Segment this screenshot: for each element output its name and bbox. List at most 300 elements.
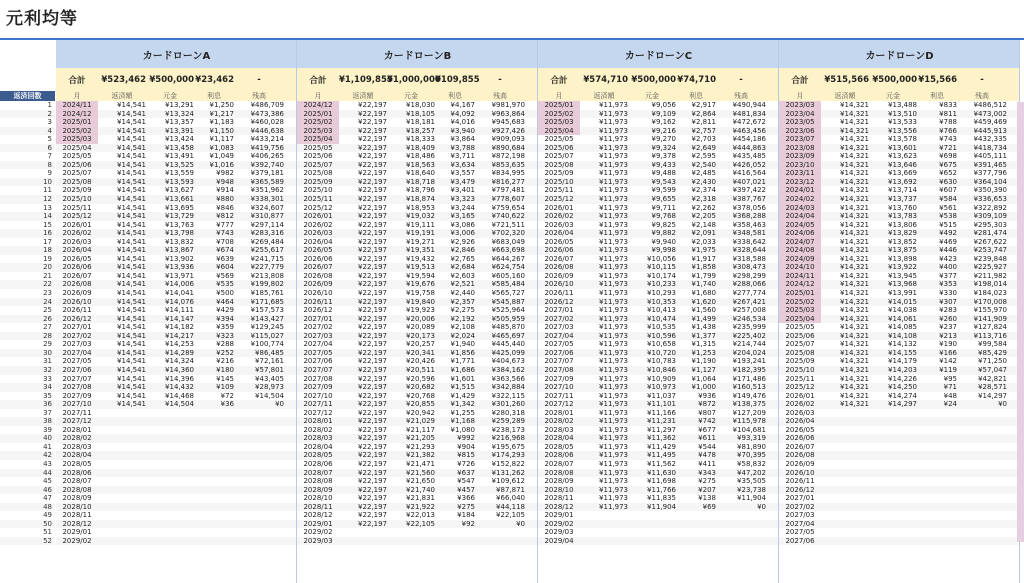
table-row[interactable] [779,486,1020,495]
table-cell[interactable]: ¥11,973 [599,109,628,118]
table-cell[interactable]: ¥13,510 [888,109,917,118]
table-cell[interactable]: ¥1,438 [691,323,716,332]
table-cell[interactable]: ¥981,970 [491,101,525,109]
table-row[interactable] [538,229,779,238]
table-cell[interactable]: ¥11,904 [737,494,766,503]
row-number[interactable]: 25 [0,306,55,315]
table-cell[interactable] [194,434,234,443]
table-cell[interactable]: 2024/04 [779,212,821,221]
table-cell[interactable]: ¥10,973 [647,383,676,392]
table-cell[interactable]: ¥14,217 [165,331,194,340]
table-cell[interactable]: ¥14,289 [165,348,194,357]
table-cell[interactable]: ¥155,970 [973,306,1007,315]
table-cell[interactable]: ¥20,768 [406,391,435,400]
table-cell[interactable]: ¥2,521 [450,280,475,289]
table-cell[interactable] [628,528,676,537]
table-row[interactable] [538,400,779,409]
table-cell[interactable]: ¥109 [216,383,234,392]
table-cell[interactable]: 2028/12 [62,519,92,528]
table-cell[interactable]: ¥3,165 [450,212,475,221]
table-cell[interactable]: ¥14,541 [117,152,146,161]
table-row[interactable] [779,152,1020,161]
table-cell[interactable] [869,426,917,435]
table-cell[interactable]: ¥652 [939,169,957,178]
table-cell[interactable]: ¥565,727 [491,289,525,298]
table-cell[interactable]: ¥13,291 [165,101,194,109]
table-cell[interactable]: ¥742 [698,417,716,426]
table-cell[interactable]: ¥22,197 [358,400,387,409]
table-row[interactable] [297,392,538,401]
table-cell[interactable]: ¥459,469 [973,118,1007,127]
table-cell[interactable]: 2026/12 [303,306,333,315]
table-cell[interactable]: 2025/03 [538,118,580,127]
table-cell[interactable]: ¥14,321 [840,109,869,118]
table-row[interactable] [297,186,538,195]
table-cell[interactable]: ¥683,049 [491,237,525,246]
table-cell[interactable]: ¥20,257 [406,340,435,349]
table-cell[interactable] [676,537,716,546]
column-header[interactable]: 月 [796,92,804,100]
table-cell[interactable]: 2026/07 [303,263,333,272]
table-cell[interactable]: ¥13,798 [165,229,194,238]
table-cell[interactable]: ¥14,324 [165,357,194,366]
table-cell[interactable] [234,494,287,503]
table-row[interactable] [779,511,1020,520]
table-cell[interactable]: 2028/11 [303,502,333,511]
table-cell[interactable]: ¥624,754 [491,263,525,272]
column-header[interactable]: 元金 [645,92,659,100]
table-cell[interactable]: ¥1,083 [209,143,234,152]
table-cell[interactable]: ¥44,118 [496,502,525,511]
table-row[interactable] [297,263,538,272]
table-cell[interactable]: ¥14,321 [840,126,869,135]
table-row[interactable] [56,101,297,110]
table-cell[interactable]: 2025/04 [538,127,580,136]
table-row[interactable] [779,409,1020,418]
table-cell[interactable]: ¥11,973 [599,152,628,161]
table-cell[interactable]: 2027/05 [544,340,574,349]
table-cell[interactable] [194,511,234,520]
table-cell[interactable]: ¥66,040 [496,494,525,503]
table-cell[interactable]: ¥11,973 [599,374,628,383]
table-cell[interactable]: 2027/03 [62,340,92,349]
table-cell[interactable]: ¥9,162 [651,118,676,127]
table-cell[interactable]: ¥9,882 [651,229,676,238]
table-cell[interactable] [98,511,146,520]
table-cell[interactable]: ¥22,197 [358,118,387,127]
table-cell[interactable]: ¥13,623 [888,152,917,161]
table-row[interactable] [56,537,297,546]
table-row[interactable] [297,417,538,426]
table-cell[interactable] [234,434,287,443]
table-cell[interactable]: ¥69 [702,502,716,511]
table-cell[interactable]: ¥14,321 [840,374,869,383]
table-row[interactable] [538,152,779,161]
table-cell[interactable] [957,528,1010,537]
table-row[interactable] [779,238,1020,247]
table-row[interactable] [779,127,1020,136]
table-cell[interactable]: ¥927,426 [491,126,525,135]
table-cell[interactable]: ¥11,231 [647,417,676,426]
table-row[interactable] [538,383,779,392]
table-row[interactable] [538,392,779,401]
table-cell[interactable]: ¥419,756 [250,143,284,152]
table-row[interactable] [56,280,297,289]
table-cell[interactable]: ¥368,288 [732,212,766,221]
table-cell[interactable]: ¥473,386 [250,109,284,118]
row-number[interactable]: 8 [0,161,55,170]
table-cell[interactable] [821,494,869,503]
table-cell[interactable]: ¥11,973 [599,237,628,246]
table-cell[interactable]: ¥171,486 [732,374,766,383]
table-row[interactable] [779,212,1020,221]
table-cell[interactable]: 2028/10 [62,502,92,511]
table-row[interactable] [297,477,538,486]
table-cell[interactable]: 2025/07 [785,340,815,349]
table-row[interactable] [56,229,297,238]
table-cell[interactable] [234,451,287,460]
table-cell[interactable]: ¥11,973 [599,468,628,477]
table-cell[interactable]: ¥14,541 [117,160,146,169]
table-cell[interactable]: ¥14,321 [840,246,869,255]
table-cell[interactable]: ¥11,973 [599,314,628,323]
table-cell[interactable]: ¥11,973 [599,143,628,152]
table-cell[interactable] [957,537,1010,546]
table-cell[interactable]: ¥18,030 [406,101,435,109]
table-cell[interactable] [339,537,387,546]
table-cell[interactable]: ¥152,822 [491,459,525,468]
table-cell[interactable]: ¥182,395 [732,365,766,374]
table-cell[interactable]: 2029/03 [303,536,333,545]
table-row[interactable] [56,246,297,255]
table-cell[interactable]: ¥35,505 [737,477,766,486]
table-cell[interactable]: 2027/09 [303,383,333,392]
column-header[interactable]: 返済額 [834,92,856,100]
table-row[interactable] [538,349,779,358]
table-cell[interactable]: ¥544 [698,442,716,451]
table-cell[interactable]: ¥14,541 [117,383,146,392]
table-cell[interactable] [146,520,194,529]
table-cell[interactable]: ¥11,698 [647,477,676,486]
table-row[interactable] [56,451,297,460]
table-cell[interactable]: 2028/01 [62,425,92,434]
table-cell[interactable]: ¥13,578 [888,135,917,144]
table-cell[interactable]: ¥11,973 [599,323,628,332]
table-row[interactable] [297,221,538,230]
table-cell[interactable] [98,494,146,503]
table-row[interactable] [56,417,297,426]
table-cell[interactable]: ¥259,289 [491,417,525,426]
table-row[interactable] [56,460,297,469]
table-cell[interactable] [869,409,917,418]
table-cell[interactable]: ¥11,766 [647,485,676,494]
table-cell[interactable]: ¥93,319 [737,434,766,443]
table-cell[interactable]: 2029/01 [544,511,574,520]
table-row[interactable] [56,289,297,298]
table-cell[interactable]: ¥10,846 [647,365,676,374]
table-cell[interactable]: ¥1,016 [209,160,234,169]
table-row[interactable] [779,289,1020,298]
table-cell[interactable]: 2026/03 [303,229,333,238]
table-cell[interactable]: 2025/08 [303,169,333,178]
table-cell[interactable]: 2026/06 [62,263,92,272]
table-row[interactable] [56,357,297,366]
table-cell[interactable]: ¥20,682 [406,383,435,392]
table-cell[interactable]: ¥846 [216,203,234,212]
column-header[interactable]: 元金 [886,92,900,100]
table-cell[interactable]: ¥1,377 [691,331,716,340]
table-cell[interactable]: ¥21,740 [406,485,435,494]
table-cell[interactable]: ¥22,197 [358,374,387,383]
table-cell[interactable]: 2027/04 [303,340,333,349]
table-row[interactable] [779,144,1020,153]
table-cell[interactable] [194,477,234,486]
table-cell[interactable]: 2027/05 [62,357,92,366]
table-cell[interactable]: ¥22,197 [358,101,387,109]
table-cell[interactable]: ¥18,640 [406,169,435,178]
table-cell[interactable]: ¥14,541 [117,169,146,178]
table-row[interactable] [538,255,779,264]
table-row[interactable] [538,110,779,119]
table-cell[interactable]: ¥9,825 [651,220,676,229]
row-number[interactable]: 39 [0,426,55,435]
table-cell[interactable]: ¥57,801 [255,365,284,374]
table-cell[interactable] [917,460,957,469]
table-cell[interactable] [957,417,1010,426]
table-cell[interactable]: ¥28,973 [255,383,284,392]
table-cell[interactable]: ¥1,342 [450,400,475,409]
table-cell[interactable]: ¥14,541 [117,348,146,357]
row-number[interactable]: 37 [0,409,55,418]
table-cell[interactable]: 2025/10 [544,177,574,186]
table-row[interactable] [297,101,538,110]
table-row[interactable] [538,246,779,255]
table-cell[interactable] [234,460,287,469]
table-cell[interactable] [98,486,146,495]
table-cell[interactable]: ¥982 [216,169,234,178]
table-cell[interactable]: ¥4,167 [450,101,475,109]
table-cell[interactable]: ¥342,884 [491,383,525,392]
table-row[interactable] [779,451,1020,460]
table-cell[interactable]: ¥759,654 [491,203,525,212]
table-cell[interactable] [917,443,957,452]
table-cell[interactable]: ¥478 [698,451,716,460]
table-cell[interactable]: ¥13,491 [165,152,194,161]
table-cell[interactable]: ¥1,799 [691,271,716,280]
table-cell[interactable]: ¥241,715 [250,254,284,263]
table-cell[interactable]: ¥14,085 [888,323,917,332]
row-number[interactable]: 35 [0,392,55,401]
table-cell[interactable]: ¥11,973 [599,212,628,221]
table-cell[interactable]: ¥99,584 [978,340,1007,349]
table-row[interactable] [779,135,1020,144]
table-cell[interactable]: ¥486,512 [973,101,1007,109]
table-cell[interactable]: ¥10,909 [647,374,676,383]
table-row[interactable] [779,375,1020,384]
table-cell[interactable]: ¥14,076 [165,297,194,306]
table-cell[interactable]: ¥13,556 [888,126,917,135]
row-number[interactable]: 27 [0,323,55,332]
table-cell[interactable]: ¥20,855 [406,400,435,409]
table-row[interactable] [297,460,538,469]
table-cell[interactable]: 2023/10 [779,161,821,170]
table-cell[interactable] [957,503,1010,512]
table-cell[interactable]: 2024/12 [56,110,98,119]
table-cell[interactable]: 2026/07 [544,254,574,263]
table-cell[interactable]: ¥170,008 [973,297,1007,306]
table-cell[interactable]: ¥11,101 [647,400,676,409]
table-cell[interactable]: ¥14,541 [117,254,146,263]
table-cell[interactable]: ¥14,541 [117,400,146,409]
table-cell[interactable]: ¥184,023 [973,289,1007,298]
table-cell[interactable]: 2029/03 [544,528,574,537]
table-cell[interactable]: 2025/08 [62,177,92,186]
table-cell[interactable]: ¥281,474 [973,229,1007,238]
table-cell[interactable]: ¥10,596 [647,331,676,340]
table-row[interactable] [56,340,297,349]
table-row[interactable] [779,469,1020,478]
table-cell[interactable]: ¥611 [698,434,716,443]
table-cell[interactable] [821,451,869,460]
table-cell[interactable] [821,511,869,520]
table-cell[interactable] [821,434,869,443]
table-cell[interactable]: ¥199,802 [250,280,284,289]
table-cell[interactable]: 2026/05 [785,425,815,434]
table-cell[interactable]: ¥113,716 [973,331,1007,340]
table-row[interactable] [297,383,538,392]
table-cell[interactable] [146,528,194,537]
table-cell[interactable]: ¥14,321 [840,271,869,280]
table-cell[interactable]: 2024/06 [779,229,821,238]
table-cell[interactable] [869,443,917,452]
table-cell[interactable] [957,460,1010,469]
table-cell[interactable]: ¥235,999 [732,323,766,332]
table-cell[interactable]: ¥298,299 [732,271,766,280]
table-cell[interactable] [917,503,957,512]
table-cell[interactable]: ¥2,649 [691,143,716,152]
table-cell[interactable] [146,511,194,520]
table-cell[interactable]: 2028/04 [62,451,92,460]
table-cell[interactable]: ¥13,601 [888,143,917,152]
table-cell[interactable]: ¥353 [939,280,957,289]
table-row[interactable] [538,221,779,230]
table-cell[interactable]: ¥19,923 [406,306,435,315]
table-row[interactable] [297,434,538,443]
table-cell[interactable]: ¥275 [457,502,475,511]
table-cell[interactable]: 2027/08 [303,374,333,383]
table-cell[interactable]: ¥11,973 [599,229,628,238]
table-cell[interactable]: ¥1,515 [450,383,475,392]
table-cell[interactable]: ¥283 [939,306,957,315]
table-cell[interactable] [628,511,676,520]
row-number[interactable]: 10 [0,178,55,187]
table-cell[interactable]: ¥14,541 [117,143,146,152]
table-cell[interactable] [146,426,194,435]
table-row[interactable] [538,460,779,469]
table-cell[interactable]: ¥85,429 [978,348,1007,357]
table-row[interactable] [538,451,779,460]
table-row[interactable] [56,332,297,341]
table-cell[interactable]: ¥14,321 [840,289,869,298]
table-cell[interactable]: 2026/05 [544,237,574,246]
table-cell[interactable]: ¥195,675 [491,442,525,451]
table-row[interactable] [538,212,779,221]
table-cell[interactable]: ¥92 [461,519,475,528]
table-cell[interactable]: 2028/05 [544,442,574,451]
table-cell[interactable]: 2028/07 [544,459,574,468]
table-cell[interactable]: ¥57,047 [978,365,1007,374]
table-cell[interactable]: ¥2,811 [691,118,716,127]
table-row[interactable] [779,349,1020,358]
table-row[interactable] [56,520,297,529]
table-cell[interactable] [194,451,234,460]
table-cell[interactable]: 2025/09 [544,169,574,178]
table-cell[interactable] [234,477,287,486]
table-cell[interactable]: ¥11,973 [599,391,628,400]
table-cell[interactable]: ¥13,852 [888,237,917,246]
table-cell[interactable]: ¥180 [216,365,234,374]
table-cell[interactable]: ¥9,768 [651,212,676,221]
table-cell[interactable]: ¥87,871 [496,485,525,494]
table-cell[interactable] [98,417,146,426]
table-cell[interactable]: ¥14,321 [840,254,869,263]
table-cell[interactable] [194,443,234,452]
table-row[interactable] [56,144,297,153]
table-cell[interactable]: ¥13,692 [888,177,917,186]
table-cell[interactable]: ¥13,357 [165,118,194,127]
table-cell[interactable]: ¥184 [457,511,475,520]
table-cell[interactable]: ¥2,374 [691,186,716,195]
table-cell[interactable] [194,486,234,495]
table-cell[interactable]: ¥359 [216,323,234,332]
table-cell[interactable]: ¥2,192 [450,314,475,323]
table-cell[interactable]: 2025/11 [303,195,333,204]
table-cell[interactable]: ¥213,808 [250,271,284,280]
table-cell[interactable]: ¥2,765 [450,254,475,263]
table-cell[interactable]: ¥14,321 [840,306,869,315]
table-cell[interactable]: ¥14,253 [165,340,194,349]
table-row[interactable] [297,357,538,366]
table-cell[interactable]: ¥11,973 [599,263,628,272]
table-cell[interactable]: ¥14,321 [840,160,869,169]
table-cell[interactable]: ¥11,495 [647,451,676,460]
table-cell[interactable]: ¥47,202 [737,468,766,477]
table-cell[interactable]: ¥1,601 [450,374,475,383]
table-cell[interactable]: ¥425,099 [491,348,525,357]
table-cell[interactable]: ¥14,541 [117,357,146,366]
table-cell[interactable]: ¥9,216 [651,126,676,135]
table-cell[interactable]: ¥14,541 [117,263,146,272]
table-cell[interactable]: ¥13,783 [888,212,917,221]
table-row[interactable] [297,144,538,153]
table-row[interactable] [779,366,1020,375]
row-number[interactable]: 16 [0,229,55,238]
table-cell[interactable]: ¥14,541 [117,297,146,306]
table-cell[interactable]: 2025/07 [303,160,333,169]
table-cell[interactable]: ¥11,973 [599,160,628,169]
table-row[interactable] [779,477,1020,486]
table-cell[interactable]: ¥350,390 [973,186,1007,195]
table-cell[interactable]: 2025/07 [544,152,574,161]
loan-header[interactable]: カードローンB [297,40,539,68]
table-cell[interactable]: ¥740,622 [491,212,525,221]
table-cell[interactable]: ¥394 [216,314,234,323]
table-row[interactable] [779,520,1020,529]
column-header[interactable]: 元金 [163,92,177,100]
table-row[interactable] [538,520,779,529]
table-cell[interactable]: ¥4,092 [450,109,475,118]
table-cell[interactable] [234,443,287,452]
